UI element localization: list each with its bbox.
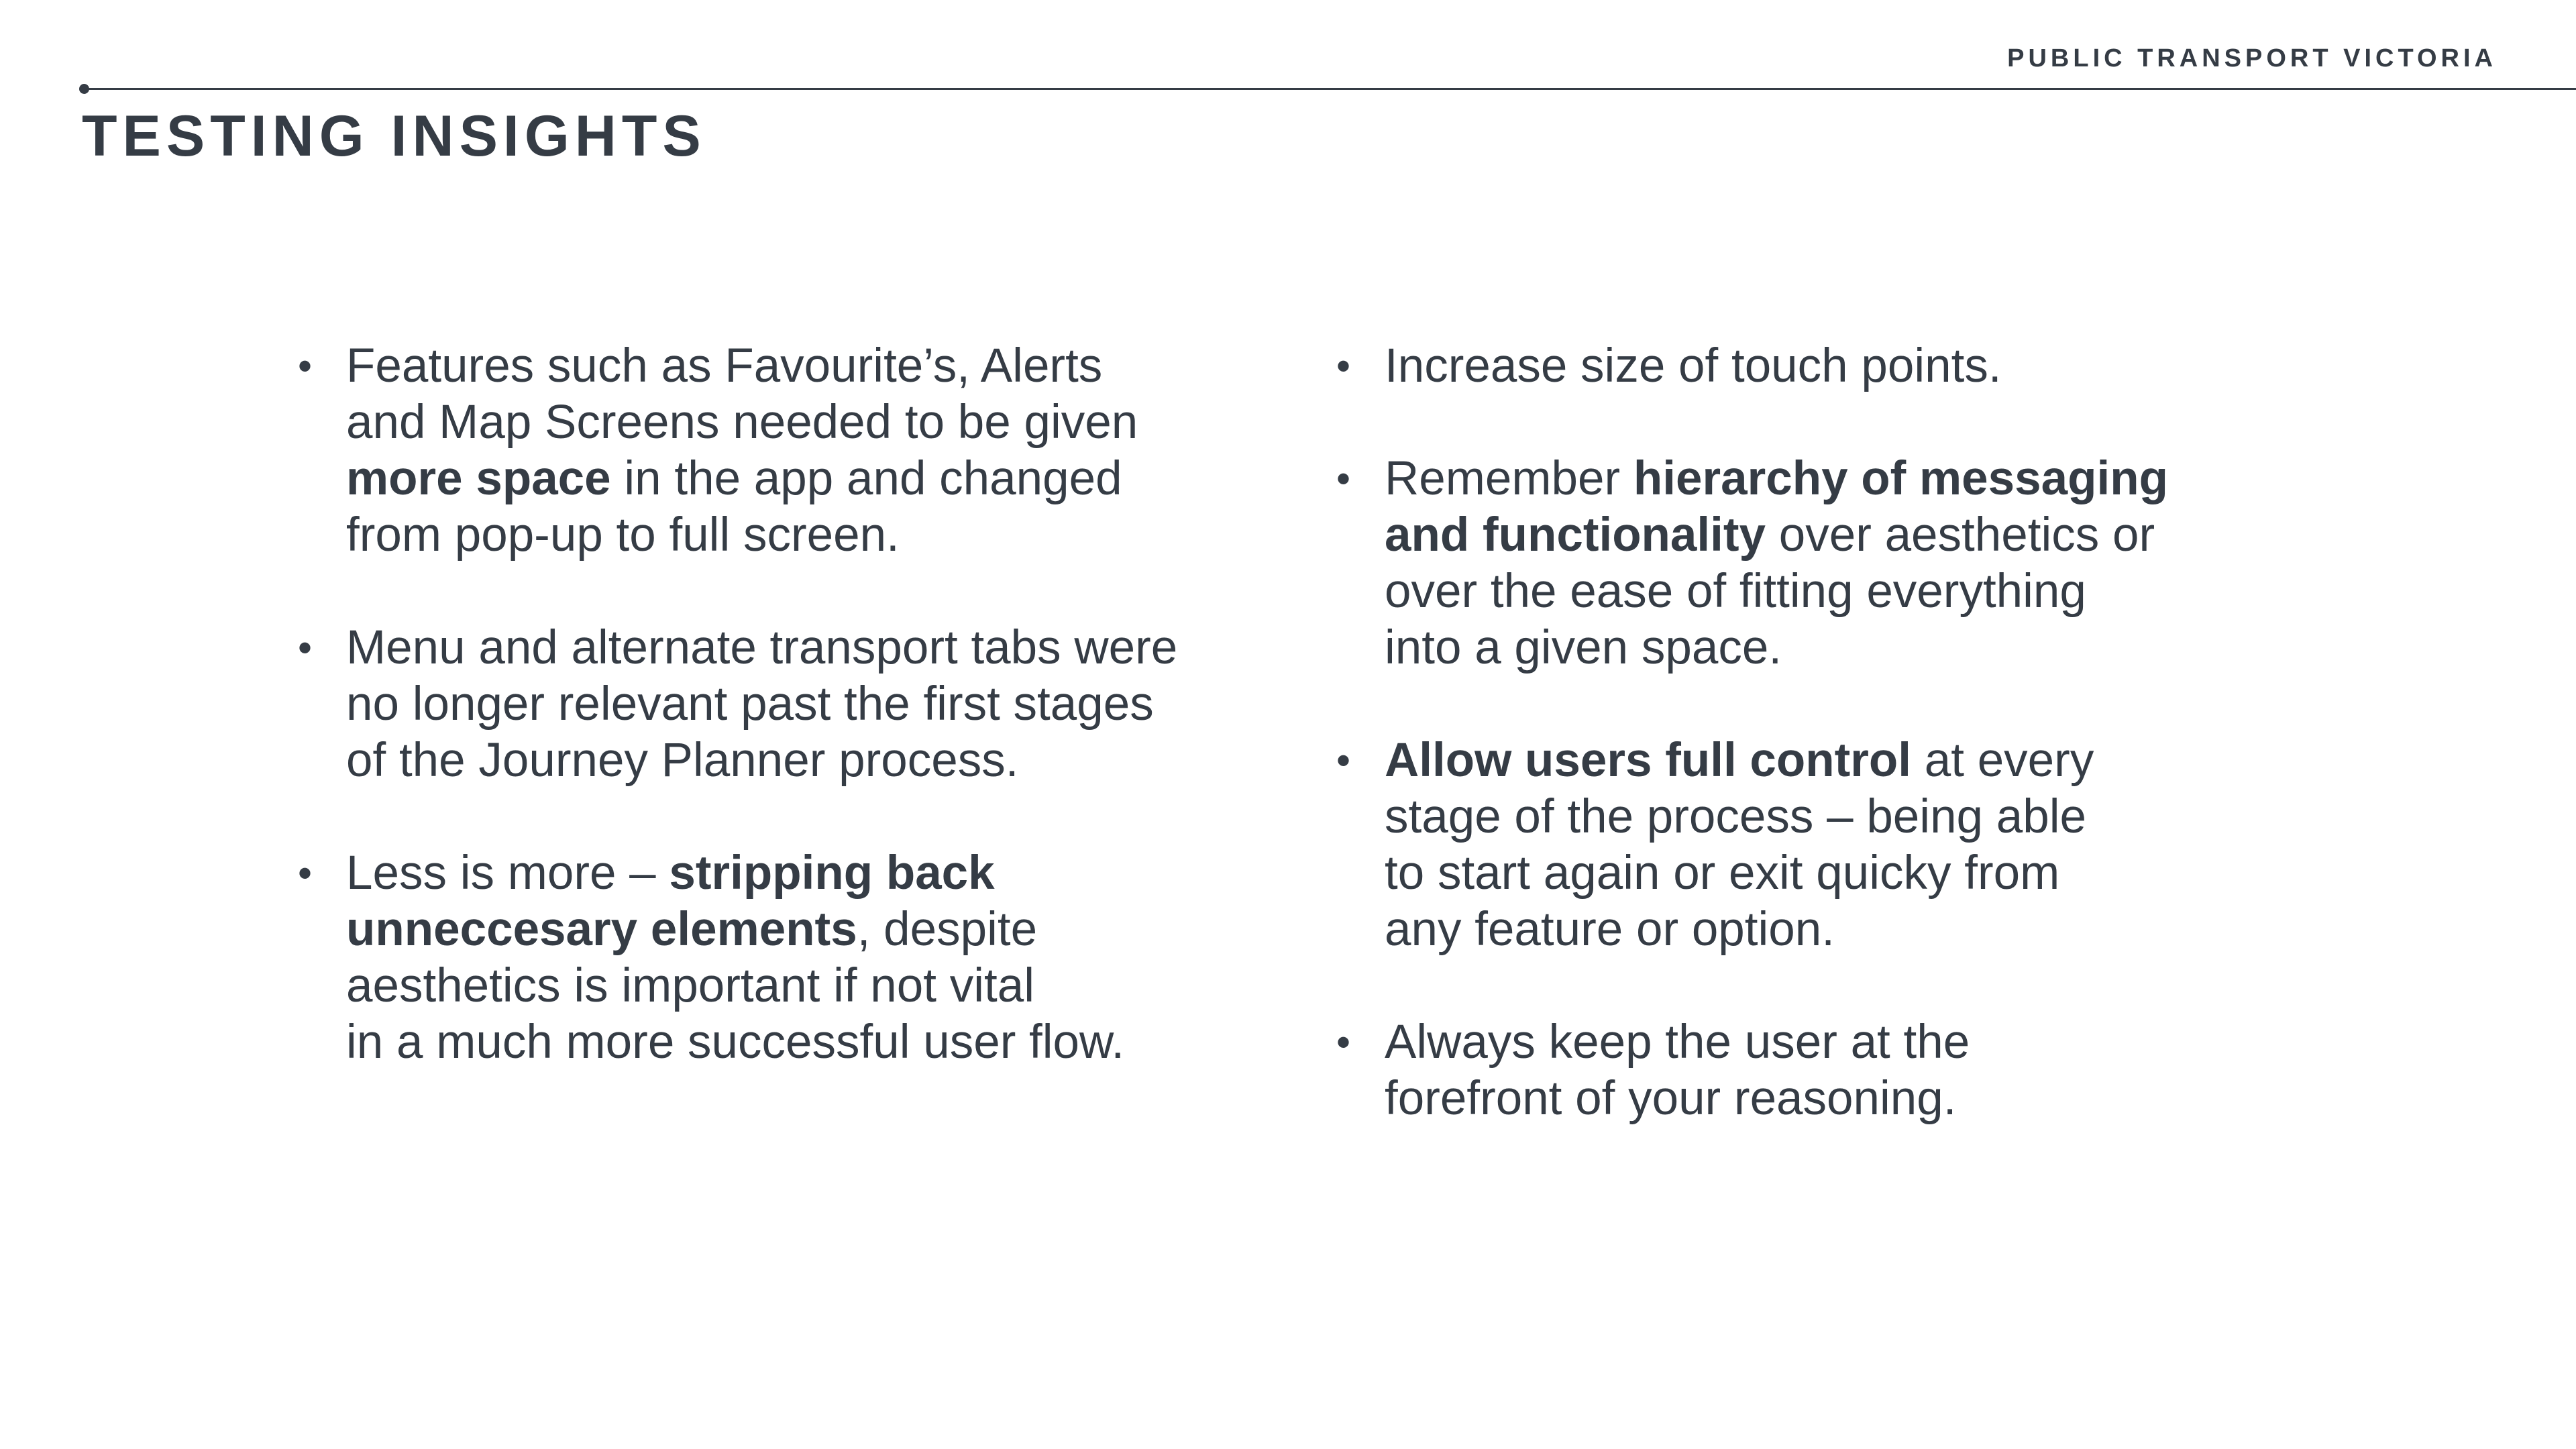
emphasis-text: and functionality (1385, 508, 1766, 561)
bullet-item (1334, 338, 2313, 394)
emphasis-text: stripping back (669, 847, 995, 900)
text-line (346, 451, 1281, 507)
text-line (1385, 507, 2313, 564)
text-line: Features such as Favourite’s, Alerts (346, 339, 1103, 392)
right-bullet-list (1334, 338, 2313, 1127)
bullet-dot: • (1336, 1020, 1351, 1065)
bullet-text (346, 338, 1281, 564)
text-fragment: , despite (857, 903, 1038, 956)
text-line: no longer relevant past the first stages (346, 678, 1154, 731)
text-line (346, 902, 1281, 958)
bullet-item (1334, 733, 2313, 958)
text-line: Increase size of touch points. (1385, 339, 2002, 392)
emphasis-text: Allow users full control (1385, 734, 1912, 787)
bullet-text (346, 845, 1281, 1071)
bullet-dot: • (1336, 738, 1351, 783)
text-fragment: Less is more – (346, 847, 669, 900)
bullet-dot: • (298, 851, 313, 896)
left-bullet-list (295, 338, 1281, 1071)
bullet-dot: • (1336, 343, 1351, 388)
bullet-text (1385, 733, 2313, 958)
text-fragment: in the app and changed (610, 452, 1122, 505)
bullet-dot: • (298, 343, 313, 388)
page-title: TESTING INSIGHTS (82, 104, 706, 168)
bullet-item (1334, 1014, 2313, 1127)
bullet-text (1385, 1014, 2313, 1127)
bullet-dot: • (298, 625, 313, 670)
text-line: forefront of your reasoning. (1385, 1072, 1957, 1125)
bullet-text (1385, 451, 2313, 676)
text-line: in a much more successful user flow. (346, 1016, 1125, 1069)
text-line: into a given space. (1385, 621, 1782, 674)
text-line: Always keep the user at the (1385, 1016, 1970, 1069)
bullet-text (346, 620, 1281, 789)
text-line: any feature or option. (1385, 903, 1835, 956)
bullet-text (1385, 338, 2313, 394)
header-rule (83, 88, 2576, 90)
text-fragment: over aesthetics or (1766, 508, 2155, 561)
emphasis-text: unneccesary elements (346, 903, 857, 956)
emphasis-text: more space (346, 452, 611, 505)
brand-label: PUBLIC TRANSPORT VICTORIA (2007, 44, 2497, 72)
bullet-item (1334, 451, 2313, 676)
text-line: of the Journey Planner process. (346, 734, 1019, 787)
text-fragment: Remember (1385, 452, 1633, 505)
text-line (1385, 451, 2313, 507)
text-line: and Map Screens needed to be given (346, 396, 1138, 449)
text-line (346, 845, 1281, 902)
text-line: from pop-up to full screen. (346, 508, 900, 561)
text-line: over the ease of fitting everything (1385, 565, 2086, 618)
text-line: aesthetics is important if not vital (346, 959, 1034, 1012)
bullet-item (295, 845, 1281, 1071)
text-line: stage of the process – being able (1385, 790, 2087, 843)
text-line: Menu and alternate transport tabs were (346, 621, 1178, 674)
text-line (1385, 733, 2313, 789)
text-fragment: at every (1911, 734, 2094, 787)
emphasis-text: hierarchy of messaging (1633, 452, 2168, 505)
bullet-item (295, 620, 1281, 789)
bullet-dot: • (1336, 456, 1351, 501)
text-line: to start again or exit quicky from (1385, 847, 2060, 900)
bullet-item (295, 338, 1281, 564)
